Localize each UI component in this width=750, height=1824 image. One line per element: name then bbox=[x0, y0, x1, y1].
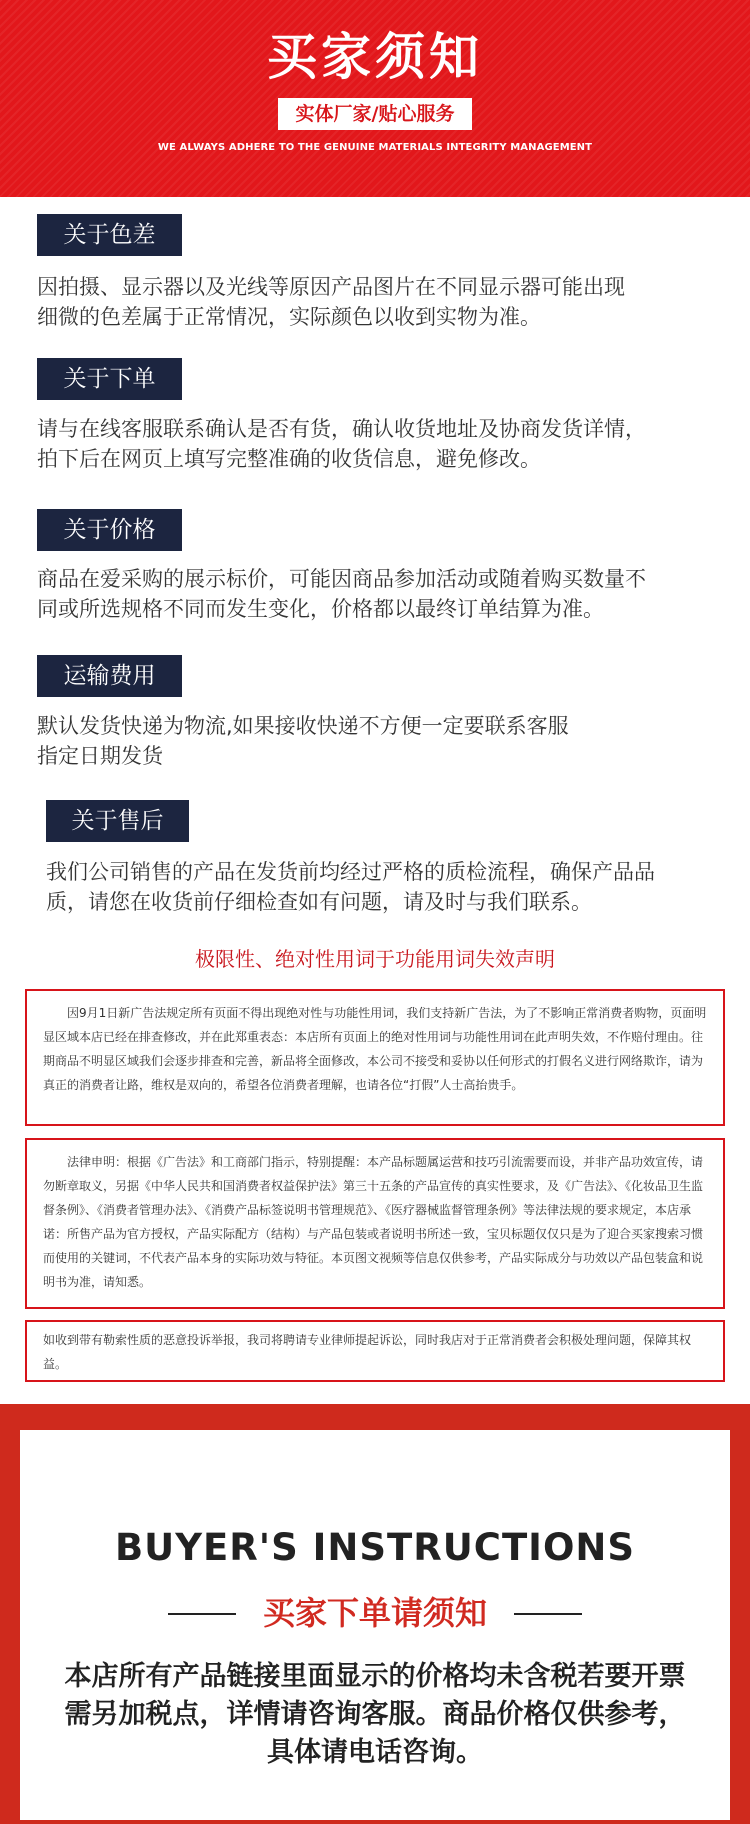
page-title: 买家须知 bbox=[267, 28, 483, 86]
section-label-color-difference: 关于色差 bbox=[37, 214, 182, 256]
disclaimer-title: 极限性、绝对性用词于功能用词失效声明 bbox=[195, 947, 555, 971]
disclaimer-box-legal bbox=[25, 1138, 725, 1309]
section-text-ordering bbox=[37, 414, 697, 474]
section-text-shipping bbox=[37, 711, 697, 771]
section-line: 细微的色差属于正常情况，实际颜色以收到实物为准。 bbox=[37, 305, 541, 329]
buyer-instructions-subtitle-row bbox=[20, 1588, 730, 1638]
section-label-ordering: 关于下单 bbox=[37, 358, 182, 400]
section-line: 请与在线客服联系确认是否有货，确认收货地址及协商发货详情， bbox=[37, 417, 646, 441]
header-subtitle: WE ALWAYS ADHERE TO THE GENUINE MATERIALS INTEGRITY MANAGEMENT bbox=[157, 142, 593, 153]
disclaimer-box-ad-law bbox=[25, 989, 725, 1126]
buyer-instructions-text: 本店所有产品链接里面显示的价格均未含税若要开票需另加税点，详情请咨询客服。商品价格仅供参考，具体请电话咨询。 bbox=[64, 1661, 686, 1768]
disclaimer-text: 法律申明：根据《广告法》和工商部门指示，特别提醒：本产品标题属运营和技巧引流需要而设，并非产品功效宣传，请勿断章取义，另据《中华人民共和国消费者权益保护法》第三十五条的产品宣传的真实性要求，及《广告法》、《化妆品卫生监督条例》、《消费者管理办法》、《消费产品标签说明书管理规范》、《医疗器械监督管理条例》等法律法规的要求规定，本店承诺：所售产品为官方授权，产品实际配方（结构）与产品包装或者说明书所述一致，宝贝标题仅仅只是为了迎合买家搜索习惯而使用的关键词，不代表产品本身的实际功效与特征。本页图文视频等信息仅供参考，产品实际成分与功效以产品包装盒和说明书为准，请知悉。 bbox=[43, 1155, 704, 1289]
section-line: 同或所选规格不同而发生变化，价格都以最终订单结算为准。 bbox=[37, 597, 604, 621]
buyer-instructions-panel bbox=[0, 1404, 750, 1824]
buyer-instructions-subtitle: 买家下单请须知 bbox=[262, 1594, 487, 1632]
section-line: 拍下后在网页上填写完整准确的收货信息，避免修改。 bbox=[37, 447, 541, 471]
section-line: 质，请您在收货前仔细检查如有问题，请及时与我们联系。 bbox=[46, 890, 592, 914]
section-text-price bbox=[37, 564, 697, 624]
section-line: 我们公司销售的产品在发货前均经过严格的质检流程，确保产品品 bbox=[46, 860, 655, 884]
disclaimer-text: 因9月1日新广告法规定所有页面不得出现绝对性与功能性用词，我们支持新广告法，为了不影响正常消费者购物，页面明显区域本店已经在排查修改，并在此郑重表态：本店所有页面上的绝对性用词与功能性用词在此声明失效，不作赔付理由。往期商品不明显区域我们会逐步排查和完善，新品将全面修改，本公司不接受和妥协以任何形式的打假名义进行网络欺诈，请为真正的消费者让路，维权是双向的，希望各位消费者理解，也请各位“打假”人士高抬贵手。 bbox=[43, 1006, 707, 1092]
header-tag: 实体厂家/贴心服务 bbox=[278, 98, 472, 130]
section-line: 默认发货快递为物流,如果接收快递不方便一定要联系客服 bbox=[37, 714, 569, 738]
disclaimer-box-complaint bbox=[25, 1320, 725, 1382]
section-label-price: 关于价格 bbox=[37, 509, 182, 551]
divider-left bbox=[168, 1613, 236, 1615]
section-label-shipping: 运输费用 bbox=[37, 655, 182, 697]
section-text-color-difference bbox=[37, 272, 697, 332]
divider-right bbox=[514, 1613, 582, 1615]
buyer-instructions-card bbox=[20, 1430, 730, 1820]
section-line: 因拍摄、显示器以及光线等原因产品图片在不同显示器可能出现 bbox=[37, 275, 625, 299]
section-line: 指定日期发货 bbox=[37, 744, 163, 768]
buyer-instructions-title: BUYER'S INSTRUCTIONS bbox=[114, 1526, 636, 1569]
disclaimer-text: 如收到带有勒索性质的恶意投诉举报，我司将聘请专业律师提起诉讼，同时我店对于正常消费者会积极处理问题，保障其权益。 bbox=[43, 1333, 692, 1371]
section-text-after-sales bbox=[46, 857, 706, 917]
section-line: 商品在爱采购的展示标价，可能因商品参加活动或随着购买数量不 bbox=[37, 567, 646, 591]
section-label-after-sales: 关于售后 bbox=[46, 800, 189, 842]
header-banner bbox=[0, 0, 750, 197]
